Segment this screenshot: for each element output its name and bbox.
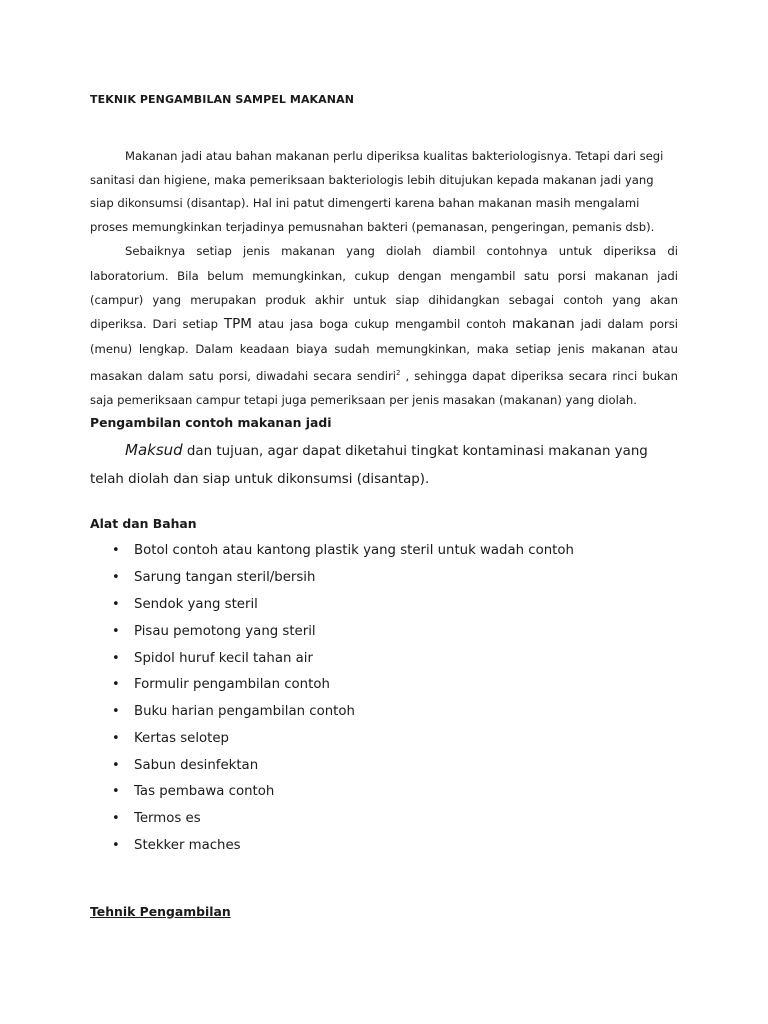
paragraph-sampling-makanan: makanan: [512, 316, 575, 333]
paragraph-intro: [90, 145, 678, 239]
list-item: [90, 538, 678, 565]
paragraph-sampling-part1: Sebaiknya setiap jenis makanan yang diolah diambil contohnya untuk diperiksa di laboratorium. Bila belum memungkinkan, cukup dengan mengambil satu porsi makanan jadi (campur) yang merupakan produk akhir untuk siap dihidangkan sebagai contoh yang akan diperiksa. Dari setiap: [90, 244, 678, 332]
list-item-text: Termos es: [134, 811, 201, 827]
bullet-icon: •: [112, 677, 120, 693]
list-item-text: Sarung tangan steril/bersih: [134, 570, 316, 586]
list-item: [90, 619, 678, 646]
list-item-text: Sabun desinfektan: [134, 757, 259, 773]
list-item-text: Pisau pemotong yang steril: [134, 623, 316, 639]
paragraph-purpose: [90, 436, 678, 494]
list-item-text: Sendok yang steril: [134, 596, 258, 612]
list-item: [90, 726, 678, 753]
purpose-text: dan tujuan, agar dapat diketahui tingkat kontaminasi makanan yang telah diolah dan siap untuk dikonsumsi (disantap).: [90, 444, 648, 488]
paragraph-sampling-tpm: TPM: [223, 316, 252, 333]
purpose-lead-word: Maksud: [125, 441, 183, 460]
paragraph-sampling-part4: , sehingga dapat diperiksa secara rinci bukan saja pemeriksaan campur tetapi juga pemeriksaan per jenis masakan (makanan) yang diolah.: [90, 368, 678, 408]
section-heading-tools: Alat dan Bahan: [90, 516, 197, 532]
bullet-icon: •: [112, 757, 120, 773]
bullet-icon: •: [112, 650, 120, 666]
list-item-text: Formulir pengambilan contoh: [134, 677, 330, 693]
list-item: [90, 753, 678, 780]
list-item: [90, 806, 678, 833]
bullet-icon: •: [112, 730, 120, 746]
list-item-text: Botol contoh atau kantong plastik yang steril untuk wadah contoh: [134, 543, 574, 559]
list-item: [90, 592, 678, 619]
paragraph-sampling: [90, 239, 678, 412]
paragraph-sampling-part2: atau jasa boga cukup mengambil contoh: [251, 317, 512, 332]
bullet-icon: •: [112, 623, 120, 639]
list-item: [90, 672, 678, 699]
list-item-text: Stekker maches: [134, 838, 241, 854]
bullet-icon: •: [112, 784, 120, 800]
section-heading-technique: Tehnik Pengambilan: [90, 904, 231, 919]
bullet-icon: •: [112, 570, 120, 586]
bullet-icon: •: [112, 811, 120, 827]
list-item: [90, 565, 678, 592]
list-item-text: Kertas selotep: [134, 730, 229, 746]
bullet-icon: •: [112, 838, 120, 854]
paragraph-intro-text: Makanan jadi atau bahan makanan perlu diperiksa kualitas bakteriologisnya. Tetapi dari segi sanitasi dan higiene, maka pemeriksaan bakteriologis lebih ditujukan kepada makanan jadi yang siap dikonsumsi (disantap). Hal ini patut dimengerti karena bahan makanan masih mengalami proses memungkinkan terjadinya pemusnahan bakteri (pemanasan, pengeringan, pemanis dsb).: [90, 149, 664, 234]
section-heading-sampling: Pengambilan contoh makanan jadi: [90, 415, 332, 431]
bullet-icon: •: [112, 704, 120, 720]
tools-list: [90, 538, 678, 860]
list-item: [90, 699, 678, 726]
bullet-icon: •: [112, 596, 120, 612]
list-item: [90, 833, 678, 860]
paragraph-sampling-part3: jadi dalam porsi (menu) lengkap. Dalam keadaan biaya sudah memungkinkan, maka setiap jenis makanan atau masakan dalam satu porsi, diwadahi secara sendiri: [90, 317, 678, 383]
list-item: [90, 779, 678, 806]
document-title: TEKNIK PENGAMBILAN SAMPEL MAKANAN: [90, 93, 355, 106]
footnote-marker: 2: [395, 368, 401, 377]
list-item-text: Buku harian pengambilan contoh: [134, 704, 355, 720]
list-item-text: Spidol huruf kecil tahan air: [134, 650, 313, 666]
bullet-icon: •: [112, 543, 120, 559]
list-item-text: Tas pembawa contoh: [134, 784, 275, 800]
list-item: [90, 646, 678, 673]
